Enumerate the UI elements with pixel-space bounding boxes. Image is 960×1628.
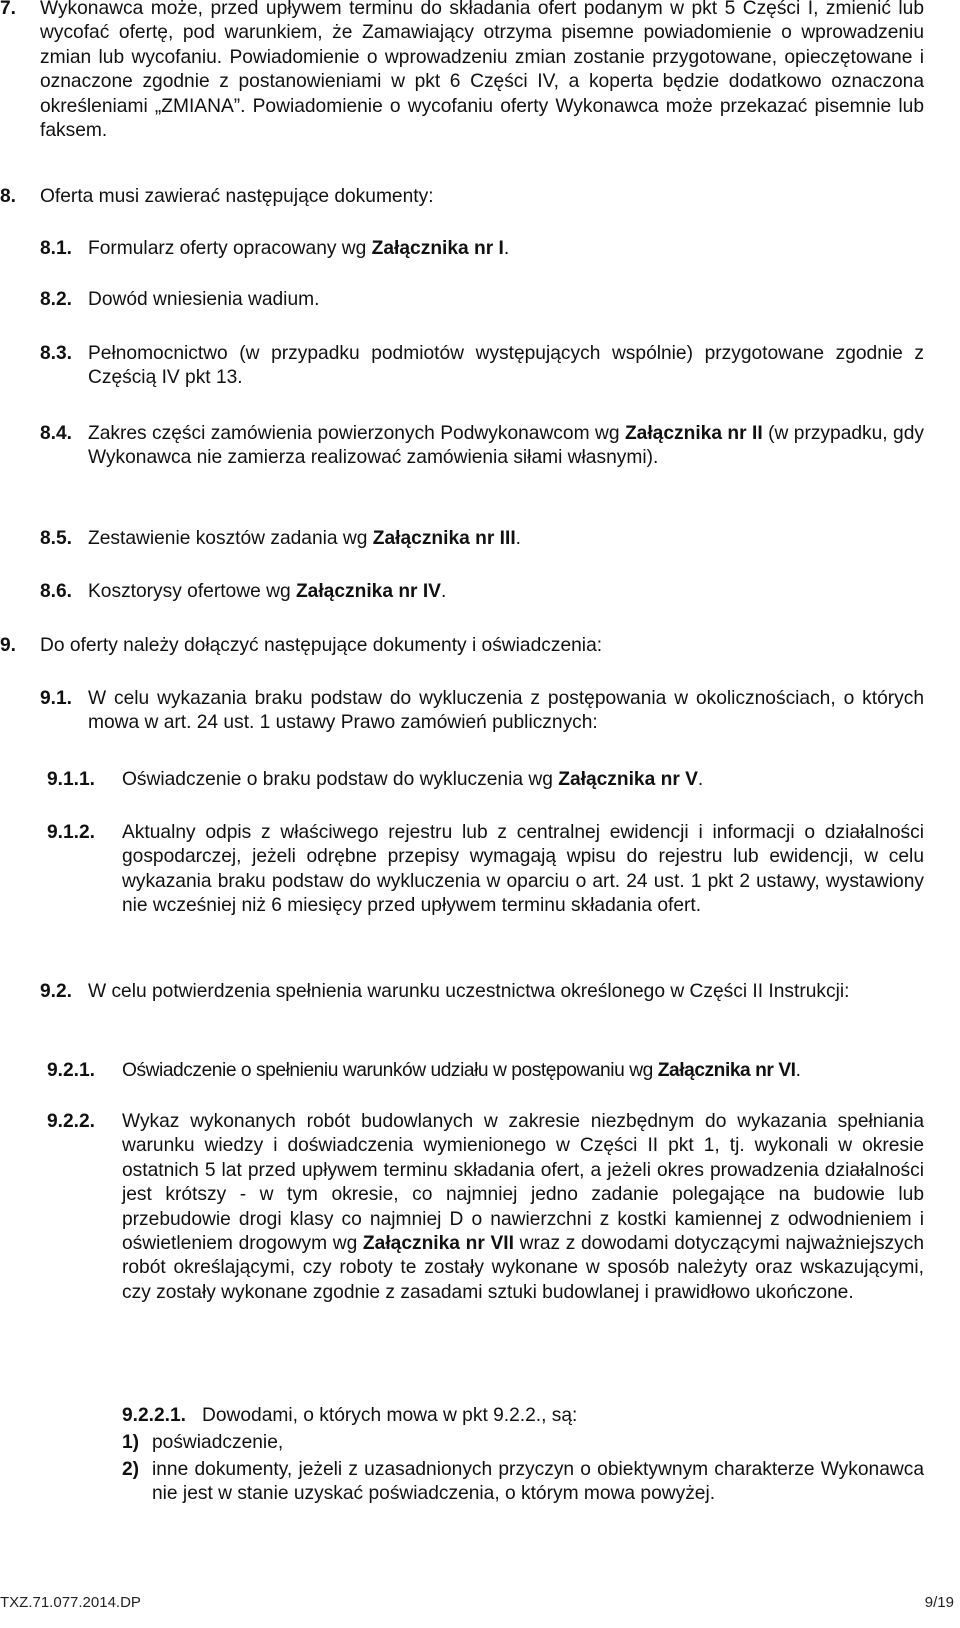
section-text (47, 821, 924, 919)
section-8 (0, 185, 924, 209)
attachment-reference: Załącznika nr VI (657, 1060, 796, 1081)
attachment-reference: Załącznika nr I (371, 238, 504, 259)
attachment-reference: Załącznika nr II (624, 423, 763, 444)
text-run: Kosztorysy ofertowe wg (88, 581, 296, 602)
section-number: 8.2. (40, 289, 73, 310)
section-number: 9. (0, 635, 17, 656)
section-number: 8.3. (40, 343, 73, 364)
section-text (47, 768, 924, 792)
text-run: Zakres części zamówienia powierzonych Podwykonawcom wg (88, 423, 625, 444)
section-8-3 (40, 342, 924, 391)
section-9-1-2 (47, 821, 924, 919)
section-number: 9.1. (40, 688, 73, 709)
section-text (40, 980, 924, 1004)
footer-page-number: 9/19 (924, 1594, 954, 1611)
section-text (40, 527, 924, 551)
section-8-2 (40, 288, 924, 312)
attachment-reference: Załącznika nr VII (362, 1233, 514, 1255)
text-run: . (503, 238, 510, 259)
section-number: 9.2.2.1. (122, 1405, 187, 1426)
section-9-2-2-1 (122, 1404, 924, 1428)
section-number: 9.1.2. (47, 822, 96, 843)
text-run: Wykonawca może, przed upływem terminu do składania ofert podanym w pkt 5 Części I, zmienić lub wycofać ofertę, pod warunkiem, że Zamawiający otrzyma pisemne powiadomienie o wprowadzeniu zmian lub wycofaniu. Powiadomienie o wprowadzeniu zmian zostanie przygotowane, opieczętowane i oznaczone zgodnie z postanowieniami w pkt 6 Części IV, a koperta będzie dodatkowo oznaczona określeniami „ZMIANA”. Powiadomienie o wycofaniu oferty Wykonawca może przekazać pisemnie lub faksem. (40, 0, 924, 142)
attachment-reference: Załącznika nr III (372, 528, 516, 549)
section-9 (0, 634, 924, 658)
section-number: 9.2.2. (47, 1111, 96, 1132)
section-text (40, 687, 924, 736)
section-9-2 (40, 980, 924, 1004)
text-run: Formularz oferty opracowany wg (88, 238, 372, 259)
section-text (122, 1458, 924, 1507)
section-text (40, 288, 924, 312)
text-run: Pełnomocnictwo (w przypadku podmiotów występujących wspólnie) przygotowane zgodnie z Częścią IV pkt 13. (88, 343, 924, 389)
section-9-2-2 (47, 1110, 924, 1305)
text-run: Zestawienie kosztów zadania wg (88, 528, 373, 549)
section-number: 8. (0, 186, 17, 207)
list-item-1 (122, 1431, 924, 1455)
section-text (0, 185, 924, 209)
section-8-4 (40, 422, 924, 471)
text-run: poświadczenie, (152, 1432, 284, 1453)
footer-reference: TXZ.71.077.2014.DP (0, 1594, 141, 1611)
text-run: Oświadczenie o braku podstaw do wykluczenia wg (122, 769, 559, 790)
section-number: 8.6. (40, 581, 73, 602)
section-8-5 (40, 527, 924, 551)
text-run: . (795, 1060, 801, 1081)
section-9-2-1 (47, 1059, 924, 1083)
attachment-reference: Załącznika nr IV (295, 581, 441, 602)
section-number: 9.2. (40, 981, 73, 1002)
section-text (40, 237, 924, 261)
section-text (122, 1431, 924, 1455)
text-run: . (440, 581, 447, 602)
section-text (40, 580, 924, 604)
text-run: (w przypadku, gdy Wykonawca nie zamierza realizować zamówienia siłami własnymi). (88, 423, 924, 469)
section-text (122, 1404, 924, 1428)
section-text (40, 422, 924, 471)
attachment-reference: Załącznika nr V (558, 769, 698, 790)
text-run: Wykaz wykonanych robót budowlanych w zakresie niezbędnym do wykazania spełniania warunku wiedzy i doświadczenia wymienionego w Części II pkt 1, tj. wykonali w okresie ostatnich 5 lat przed upływem terminu składania ofert, a jeżeli okres prowadzenia działalności jest krótszy - w tym okresie, co najmniej jedno zadanie polegające na budowie lub przebudowie drogi klasy co najmniej D o nawierzchni z kostki kamiennej z odwodnieniem i oświetleniem drogowym wg (122, 1111, 924, 1255)
section-number: 8.5. (40, 528, 73, 549)
text-run: Do oferty należy dołączyć następujące dokumenty i oświadczenia: (40, 635, 603, 656)
section-number: 8.1. (40, 238, 73, 259)
section-number: 1) (122, 1432, 140, 1453)
list-item-2 (122, 1458, 924, 1507)
section-number: 2) (122, 1459, 140, 1480)
text-run: Dowodami, o których mowa w pkt 9.2.2., są: (202, 1405, 578, 1426)
section-number: 9.2.1. (47, 1060, 96, 1081)
section-8-6 (40, 580, 924, 604)
section-text (47, 1059, 924, 1083)
text-run: inne dokumenty, jeżeli z uzasadnionych przyczyn o obiektywnym charakterze Wykonawca nie jest w stanie uzyskać poświadczenia, o którym mowa powyżej. (152, 1459, 924, 1505)
text-run: W celu potwierdzenia spełnienia warunku uczestnictwa określonego w Części II Instrukcji: (88, 981, 850, 1002)
section-8-1 (40, 237, 924, 261)
text-run: wraz z dowodami dotyczącymi najważniejszych robót określającymi, czy roboty te zostały wykonane w sposób należyty oraz wskazującymi, czy zostały wykonane zgodnie z zasadami sztuki budowlanej i prawidłowo ukończone. (122, 1233, 924, 1303)
text-run: Dowód wniesienia wadium. (88, 289, 320, 310)
text-run: . (515, 528, 522, 549)
section-7 (0, 0, 924, 143)
text-run: Oświadczenie o spełnieniu warunków udziału w postępowaniu wg (122, 1060, 658, 1081)
section-text (0, 634, 924, 658)
text-run: . (697, 769, 704, 790)
text-run: Oferta musi zawierać następujące dokumenty: (40, 186, 434, 207)
section-9-1 (40, 687, 924, 736)
text-run: W celu wykazania braku podstaw do wykluczenia z postępowania w okolicznościach, o których mowa w art. 24 ust. 1 ustawy Prawo zamówień publicznych: (88, 688, 924, 734)
section-text (40, 342, 924, 391)
section-text (0, 0, 924, 143)
section-number: 7. (0, 0, 17, 19)
section-text (47, 1110, 924, 1305)
section-9-1-1 (47, 768, 924, 792)
text-run: Aktualny odpis z właściwego rejestru lub z centralnej ewidencji i informacji o działalności gospodarczej, jeżeli odrębne przepisy wymagają wpisu do rejestru lub ewidencji, w celu wykazania braku podstaw do wykluczenia w oparciu o art. 24 ust. 1 pkt 2 ustawy, wystawiony nie wcześniej niż 6 miesięcy przed upływem terminu składania ofert. (122, 822, 924, 917)
section-number: 8.4. (40, 423, 73, 444)
section-number: 9.1.1. (47, 769, 96, 790)
